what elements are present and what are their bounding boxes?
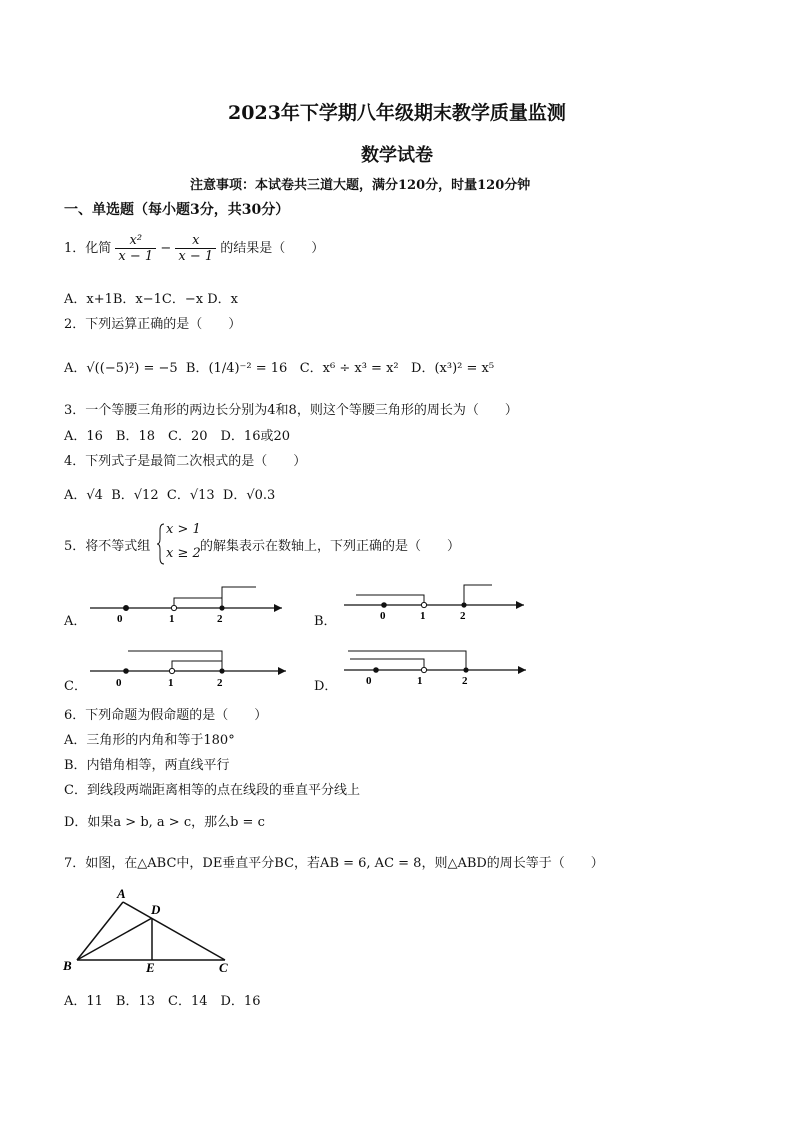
q7-options: A．11 B．13 C．14 D．16 [64,994,261,1009]
tick-label: 0 [117,613,123,625]
q1-minus: − [160,241,172,256]
q6-option-d: D．如果a > b, a > c，那么b = c [64,815,265,830]
point-label-b: B [63,958,72,973]
page-title: 2023年下学期八年级期末教学质量监测 [228,102,566,124]
q4-option-d: D．√0.3 [222,488,276,503]
q5-inequality-1: x > 1 [166,522,201,537]
q4-stem: 4．下列式子是最简二次根式的是（ ） [64,454,307,469]
q2-option-d: D．(x³)² = x⁵ [411,361,495,376]
q5-suffix: 的解集表示在数轴上，下列正确的是（ ） [200,539,461,554]
section-heading: 一、单选题（每小题3分，共30分） [64,202,290,218]
q4-option-b: B．√12 [111,488,159,503]
q1-frac2-den: x − 1 [178,249,214,264]
q1-frac2-num: x [175,233,216,249]
point-label-d: D [151,902,161,917]
point-label-a: A [117,886,126,901]
q7-stem: 7．如图，在△ABC中，DE垂直平分BC，若AB = 6, AC = 8，则△ABD的周长等于（ ） [64,856,604,871]
q1-prefix: 1．化简 [64,241,112,256]
tick-label: 2 [460,610,466,622]
q1-options: A．x+1B．x−1C．−x D．x [64,292,238,307]
q1-fraction-2 [175,233,216,264]
q5-prefix: 5．将不等式组 [64,539,151,554]
q3-stem: 3．一个等腰三角形的两边长分别为4和8，则这个等腰三角形的周长为（ ） [64,403,518,418]
point-label-c: C [219,960,228,975]
exam-notice: 注意事项：本试卷共三道大题，满分120分，时量120分钟 [190,178,531,193]
tick-label: 1 [420,610,426,622]
tick-label: 0 [116,677,122,689]
q4-options [64,484,275,503]
q4-option-a: A．√4 [64,488,103,503]
q5-inequality-2: x ≥ 2 [166,546,201,561]
tick-label: 0 [366,675,372,687]
triangle-figure [60,886,240,976]
q5-brace [156,522,166,566]
q2-option-b: B．(1/4)⁻² = 16 [185,361,288,376]
tick-label: 2 [217,613,223,625]
tick-label: 0 [380,610,386,622]
number-line-a [88,580,288,625]
number-line-d [342,645,532,690]
number-line-b [342,580,532,625]
tick-label: 2 [462,675,468,687]
tick-label: 1 [417,675,423,687]
q5-label-b: B． [314,614,337,629]
q5-label-d: D． [314,679,338,694]
q1-frac1-den: x − 1 [118,249,154,264]
q6-option-c: C．到线段两端距离相等的点在线段的垂直平分线上 [64,783,360,798]
q5-label-a: A． [64,614,87,629]
tick-label: 1 [169,613,175,625]
q1-fraction-1 [115,233,156,264]
q2-stem: 2．下列运算正确的是（ ） [64,317,242,332]
page-subtitle: 数学试卷 [361,145,433,166]
q6-stem: 6．下列命题为假命题的是（ ） [64,708,268,723]
q5-label-c: C． [64,679,87,694]
tick-label: 2 [217,677,223,689]
q2-option-a: A．√((−5)²) = −5 [64,361,178,376]
question-1 [64,233,324,264]
q6-option-a: A．三角形的内角和等于180° [64,733,235,748]
q6-option-b: B．内错角相等，两直线平行 [64,758,230,773]
q3-options: A．16 B．18 C．20 D．16或20 [64,429,291,444]
q1-frac1-num: x² [115,233,156,249]
point-label-e: E [146,960,155,975]
q2-option-c: C．x⁶ ÷ x³ = x² [299,361,399,376]
q1-suffix: 的结果是（ ） [220,241,325,256]
number-line-c [88,645,292,690]
tick-label: 1 [168,677,174,689]
q2-options [64,357,494,376]
q4-option-c: C．√13 [166,488,215,503]
